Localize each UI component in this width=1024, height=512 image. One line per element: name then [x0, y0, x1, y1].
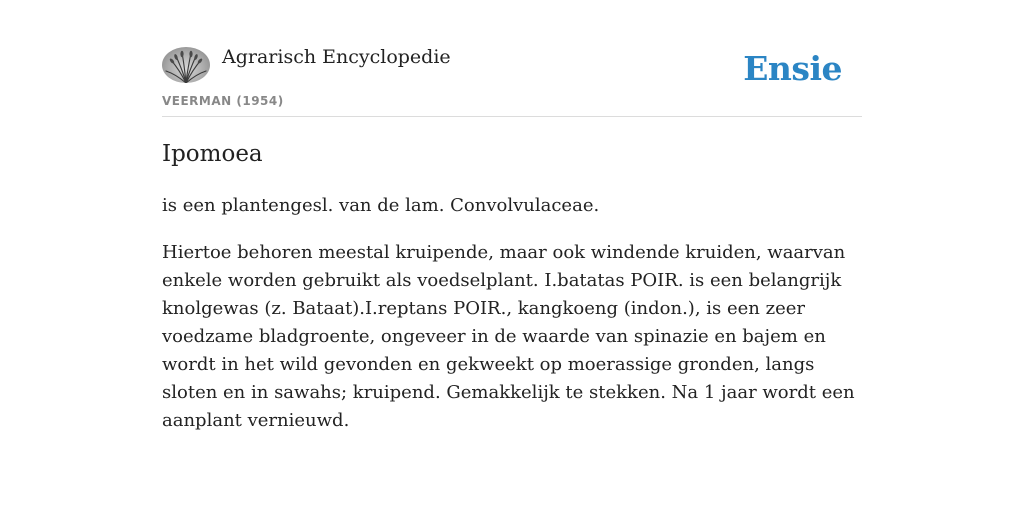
article-paragraph: is een plantengesl. van de lam. Convolvulaceae.: [162, 195, 600, 216]
article-paragraph: Hiertoe behoren meestal kruipende, maar ook windende kruiden, waarvan enkele worden gebruikt als voedselplant. I.batatas POIR. is een belangrijk knolgewas (z. Bataat).I.reptans POIR., kangkoeng (indon.), is een zeer voedzame bladgroente, ongeveer in de waarde van spinazie en bajem en wordt in het wild gevonden en gekweekt op moerassige gronden, langs sloten en in sawahs; kruipend. Gemakkelijk te stekken. Na 1 jaar wordt een aanplant vernieuwd.: [162, 242, 855, 431]
encyclopedia-title[interactable]: Agrarisch Encyclopedie: [222, 46, 451, 68]
article: [162, 138, 862, 454]
article-title: Ipomoea: [162, 141, 263, 167]
source-label: VEERMAN (1954): [162, 94, 284, 108]
wheat-sheaf-icon[interactable]: [162, 47, 210, 83]
brand-logo-link[interactable]: Ensie: [743, 49, 842, 88]
header: [162, 44, 862, 117]
